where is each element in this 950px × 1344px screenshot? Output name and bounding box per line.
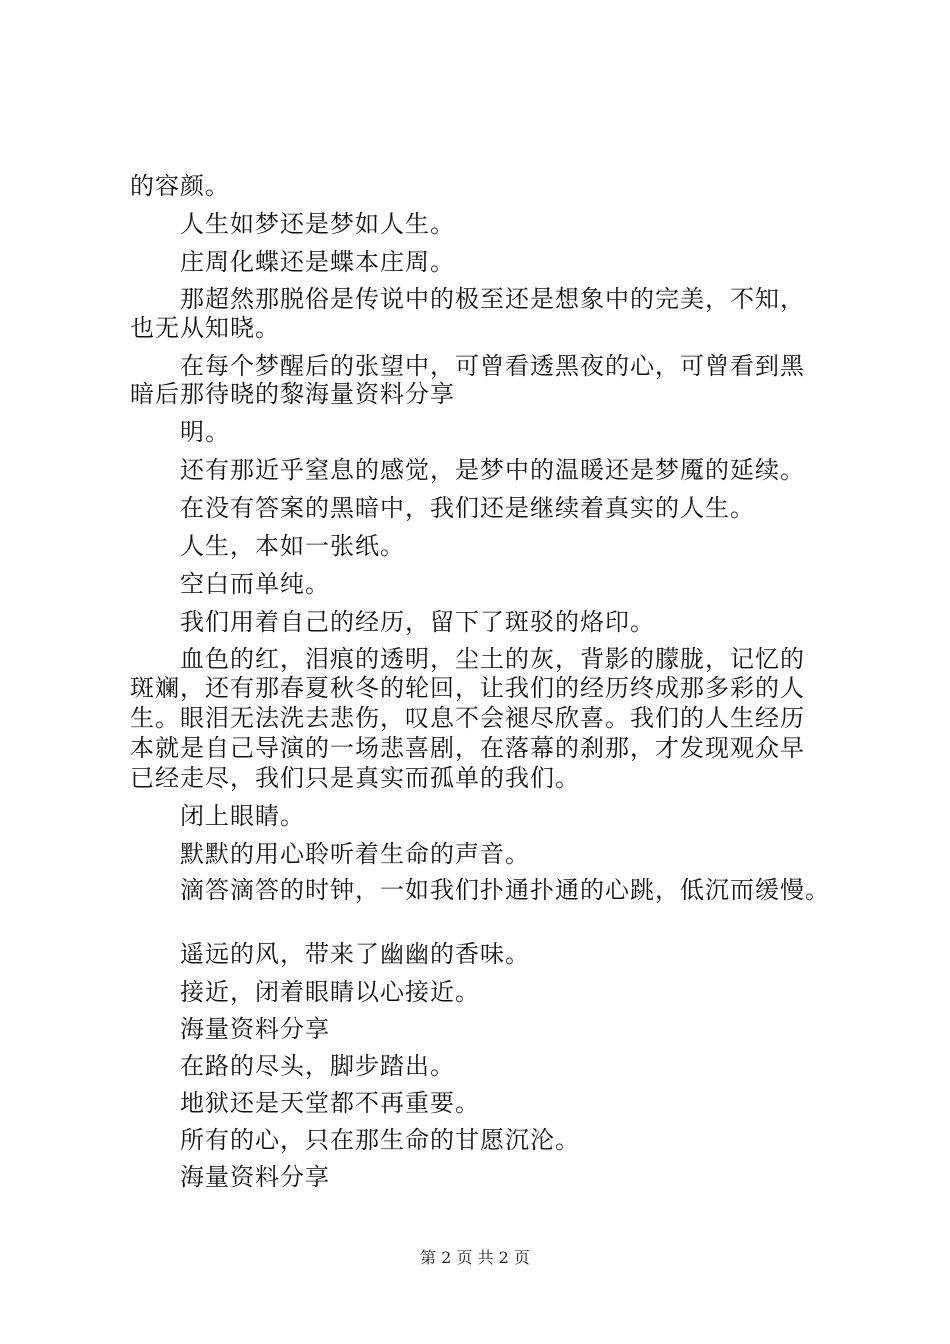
text-line: 已经走尽，我们只是真实而孤单的我们。 — [130, 764, 580, 792]
text-line: 我们用着自己的经历，留下了斑驳的烙印。 — [180, 608, 655, 636]
text-line: 暗后那待晓的黎海量资料分享 — [130, 380, 455, 408]
text-line: 海量资料分享 — [180, 1015, 330, 1043]
text-line: 人生如梦还是梦如人生。 — [180, 210, 455, 238]
text-line: 生。眼泪无法洗去悲伤，叹息不会褪尽欣喜。我们的人生经历 — [130, 704, 805, 732]
text-line: 也无从知晓。 — [130, 314, 280, 342]
text-line: 在没有答案的黑暗中，我们还是继续着真实的人生。 — [180, 494, 755, 522]
text-line: 海量资料分享 — [180, 1163, 330, 1191]
text-line: 血色的红，泪痕的透明，尘土的灰，背影的朦胧，记忆的 — [180, 645, 805, 673]
text-line: 空白而单纯。 — [180, 570, 330, 598]
text-line: 所有的心，只在那生命的甘愿沉沦。 — [180, 1126, 580, 1154]
text-line: 遥远的风，带来了幽幽的香味。 — [180, 940, 530, 968]
text-line: 本就是自己导演的一场悲喜剧，在落幕的刹那，才发现观众早 — [130, 734, 805, 762]
text-line: 人生，本如一张纸。 — [180, 532, 405, 560]
text-line: 在每个梦醒后的张望中，可曾看透黑夜的心，可曾看到黑 — [180, 352, 805, 380]
text-line: 在路的尽头，脚步踏出。 — [180, 1052, 455, 1080]
text-line: 地狱还是天堂都不再重要。 — [180, 1089, 480, 1117]
text-line: 闭上眼睛。 — [180, 802, 305, 830]
text-line: 还有那近乎窒息的感觉，是梦中的温暖还是梦魇的延续。 — [180, 456, 805, 484]
text-line: 接近，闭着眼睛以心接近。 — [180, 978, 480, 1006]
text-line: 默默的用心聆听着生命的声音。 — [180, 840, 530, 868]
page-footer: 第 2 页 共 2 页 — [420, 1248, 530, 1267]
text-line: 滴答滴答的时钟，一如我们扑通扑通的心跳，低沉而缓慢。 — [180, 876, 830, 904]
text-line: 的容颜。 — [130, 172, 230, 200]
text-line: 斑斓，还有那春夏秋冬的轮回，让我们的经历终成那多彩的人 — [130, 674, 805, 702]
text-line: 那超然那脱俗是传说中的极至还是想象中的完美，不知， — [180, 285, 805, 313]
text-line: 明。 — [180, 418, 230, 446]
text-line: 庄周化蝶还是蝶本庄周。 — [180, 248, 455, 276]
